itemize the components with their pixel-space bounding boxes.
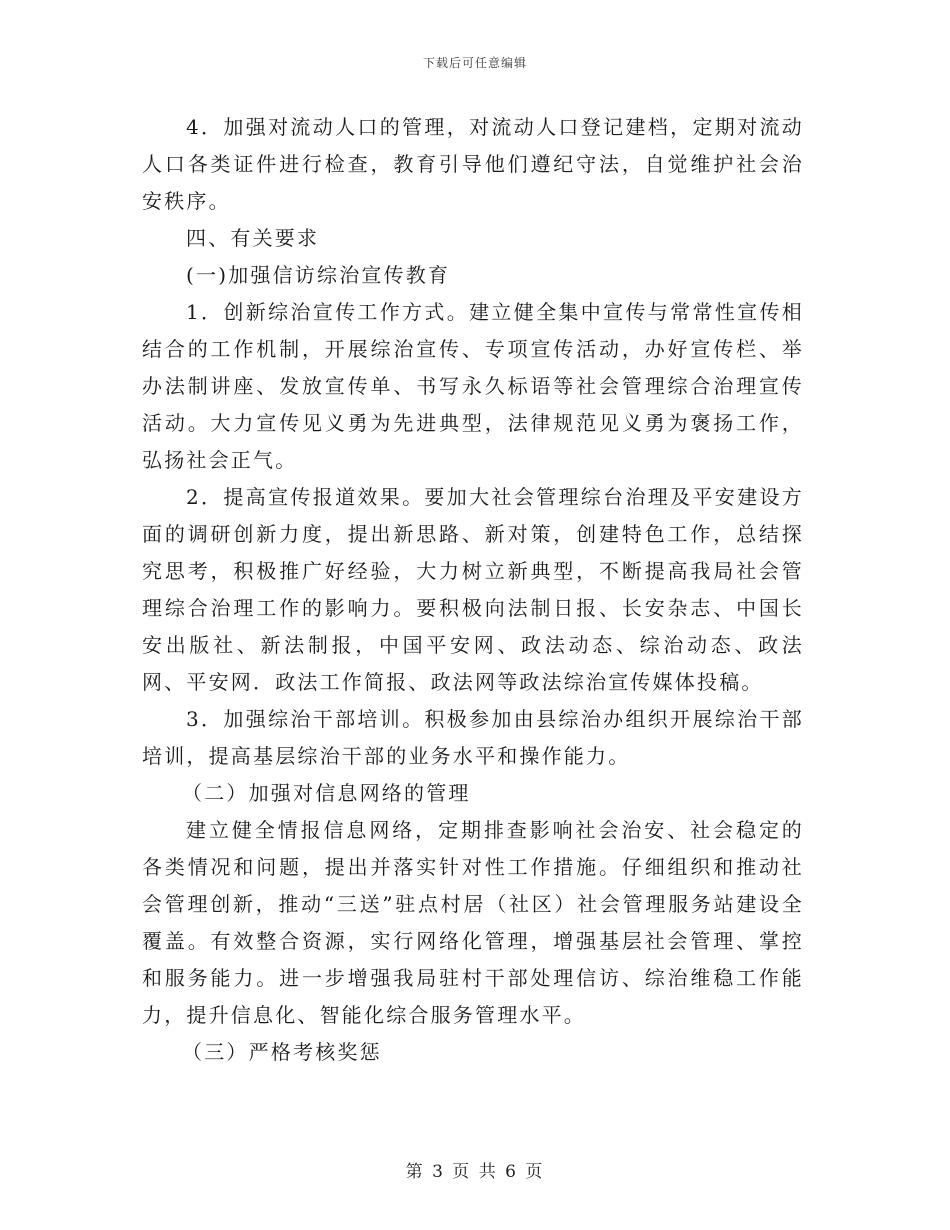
paragraph-reporting-effect: 2．提高宣传报道效果。要加大社会管理综台治理及平安建设方面的调研创新力度，提出新思路、新对策，创建特色工作，总结探究思考，积极推广好经验，大力树立新典型，不断提高我局社会管理综合治理工作的影响力。要积极向法制日报、长安杂志、中国长安出版社、新法制报，中国平安网、政法动态、综治动态、政法网、平安网．政法工作简报、政法网等政法综治宣传媒体投稿。 — [142, 485, 804, 694]
page-header-note: 下载后可任意编辑 — [422, 56, 527, 70]
subsection-heading-publicity: (一)加强信访综治宣传教育 — [186, 263, 451, 287]
subsection-heading-network: （二）加强对信息网络的管理 — [182, 781, 471, 805]
paragraph-floating-population: 4．加强对流动人口的管理，对流动人口登记建档，定期对流动人口各类证件进行检查，教育引导他们遵纪守法，自觉维护社会治安秩序。 — [142, 115, 804, 213]
subsection-heading-assessment: （三）严格考核奖惩 — [182, 1040, 382, 1064]
paragraph-publicity-methods: 1．创新综治宣传工作方式。建立健全集中宣传与常常性宣传相结合的工作机制，开展综治宣传、专项宣传活动，办好宣传栏、举办法制讲座、发放宣传单、书写永久标语等社会管理综合治理宣传活动。大力宣传见义勇为先进典型，法律规范见义勇为褒扬工作，弘扬社会正气。 — [142, 300, 804, 472]
section-heading-requirements: 四、有关要求 — [186, 226, 320, 250]
document-body — [142, 109, 804, 1071]
page-number: 第 3 页 共 6 页 — [405, 1162, 545, 1182]
paragraph-cadre-training: 3．加强综治干部培训。积极参加由县综治办组织开展综治干部培训，提高基层综治干部的业务水平和操作能力。 — [142, 707, 804, 768]
paragraph-information-network: 建立健全情报信息网络，定期排查影响社会治安、社会稳定的各类情况和问题，提出并落实针对性工作措施。仔细组织和推动社会管理创新，推动“三送”驻点村居（社区）社会管理服务站建设全覆盖。有效整合资源，实行网络化管理，增强基层社会管理、掌控和服务能力。进一步增强我局驻村干部处理信访、综治维稳工作能力，提升信息化、智能化综合服务管理水平。 — [142, 818, 804, 1027]
